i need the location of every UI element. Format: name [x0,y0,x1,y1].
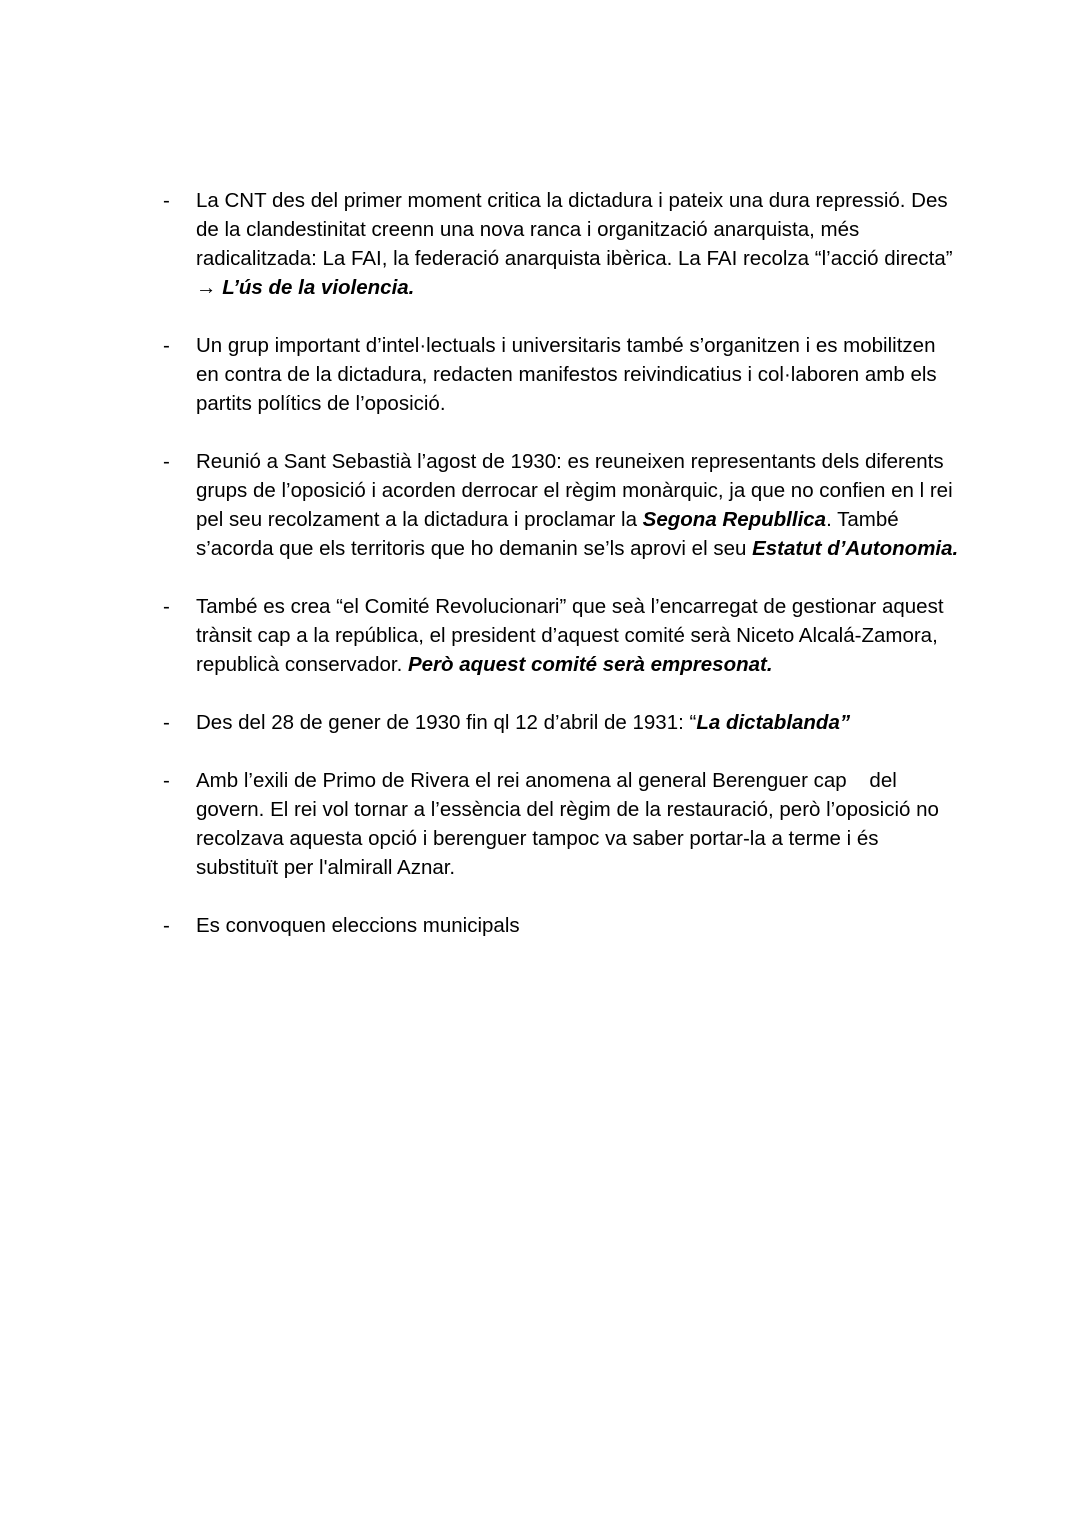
bullet-list [163,186,963,969]
bullet-text [196,447,963,563]
text-segment: Un grup important d’intel·lectuals i universitaris també s’organitzen i es mobilitzen en contra de la dictadura, redacten manifestos reivindicatius i col·laboren amb els partits polítics de l’oposició. [196,334,937,415]
bullet-item-berenguer [163,766,963,882]
bullet-dash: - [163,914,170,937]
bullet-item-comite [163,592,963,679]
bullet-dash: - [163,595,170,618]
text-segment: Es convoquen eleccions municipals [196,914,520,937]
emphasis-segment: L’ús de la violencia. [222,276,415,299]
text-segment: La CNT des del primer moment critica la dictadura i pateix una dura repressió. Des de la clandestinitat creenn una nova ranca i organització anarquista, més radicalitzada: La FAI, la federació anarquista ibèrica. La FAI recolza “l’acció directa” → [196,189,953,299]
emphasis-segment: Estatut d’Autonomia. [752,537,959,560]
text-segment: També es crea “el Comité Revolucionari” que seà l’encarregat de gestionar aquest trànsit cap a la república, el president d’aquest comité serà Niceto Alcalá-Zamora, republicà conservador. [196,595,944,676]
emphasis-segment: Però aquest comité serà empresonat. [407,653,773,676]
bullet-text [196,592,963,679]
bullet-item-sant-sebastia [163,447,963,563]
bullet-text [196,186,963,302]
bullet-dash: - [163,711,170,734]
text-segment: Amb l’exili de Primo de Rivera el rei anomena al general Berenguer cap del govern. El rei vol tornar a l’essència del règim de la restauració, però l’oposició no recolzava aquesta opció i berenguer tampoc va saber portar-la a terme i és substituït per l'almirall Aznar. [196,769,945,879]
bullet-dash: - [163,189,170,212]
bullet-dash: - [163,334,170,357]
text-segment: Reunió a Sant Sebastià l’agost de 1930: es reuneixen representants dels diferents grups de l’oposició i acorden derrocar el règim monàrquic, ja que no confien en l rei pel seu recolzament a la dictadura i proclamar la [196,450,953,531]
text-segment: Des del 28 de gener de 1930 fin ql 12 d’abril de 1931: “ [196,711,697,734]
bullet-text [196,331,963,418]
bullet-item-intellectuals [163,331,963,418]
bullet-dash: - [163,769,170,792]
bullet-item-cnt [163,186,963,302]
emphasis-segment: La dictablanda” [696,711,851,734]
bullet-item-dictablanda [163,708,963,737]
bullet-item-eleccions [163,911,963,940]
bullet-dash: - [163,450,170,473]
emphasis-segment: Segona Republlica [642,508,827,531]
text-segment: . També s’acorda que els territoris que ho demanin se’ls aprovi el seu [196,508,899,560]
bullet-text [196,708,963,737]
bullet-text [196,911,963,940]
bullet-text [196,766,963,882]
